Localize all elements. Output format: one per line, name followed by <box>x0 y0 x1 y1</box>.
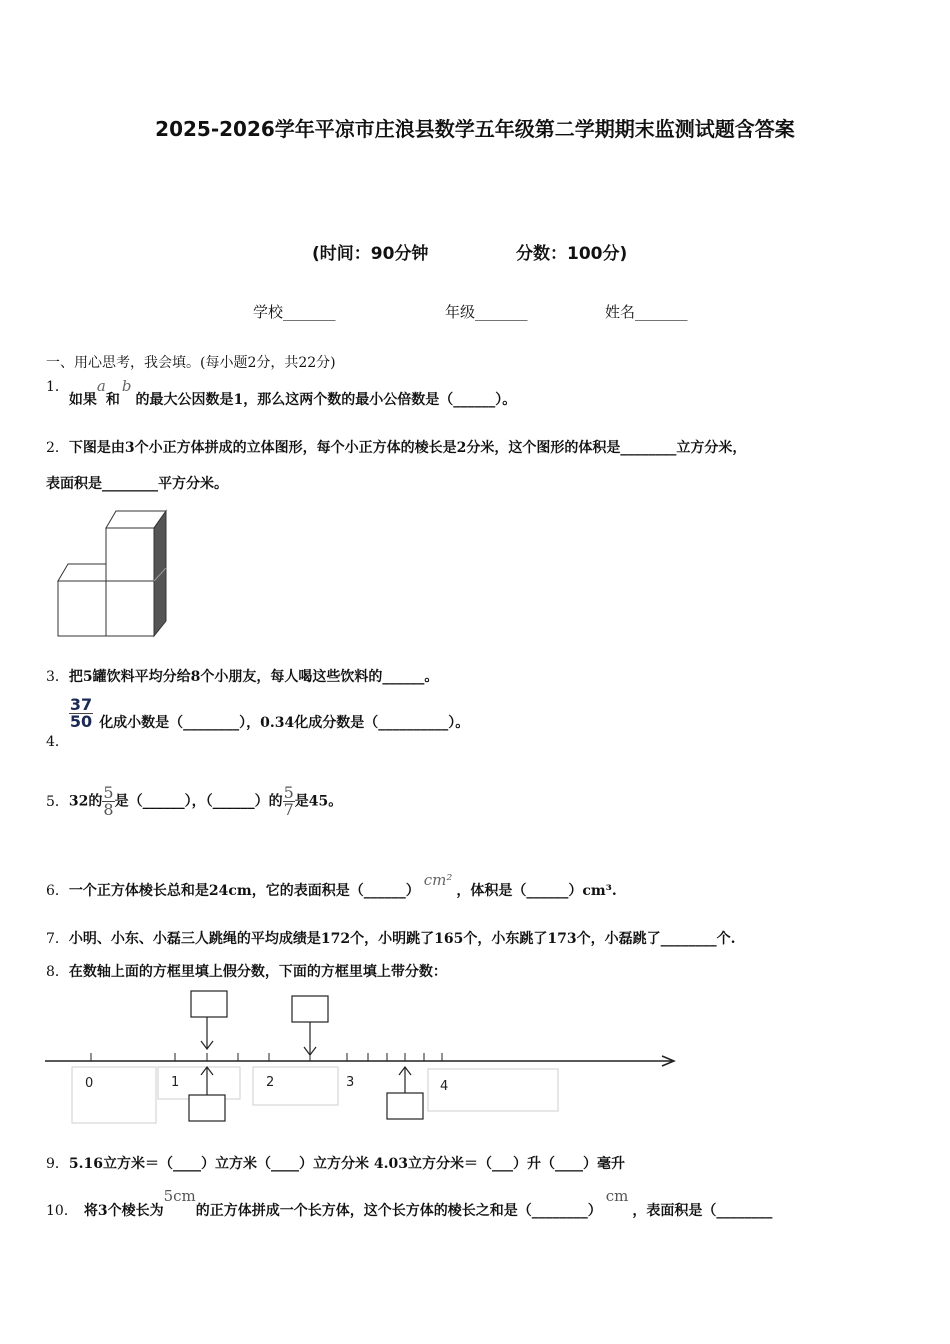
cube-figure <box>50 508 175 640</box>
tick-label-4: 4 <box>440 1079 449 1094</box>
page-title: 2025-2026学年平凉市庄浪县数学五年级第二学期期末监测试题含答案 <box>155 117 795 141</box>
q4-number: 4． <box>46 733 69 750</box>
q10-number: 10． <box>46 1203 78 1219</box>
q4-fraction <box>69 697 93 730</box>
q3-number: 3． <box>46 669 69 685</box>
q8-number: 8． <box>46 964 69 980</box>
q3-text: 把5罐饮料平均分给8个小朋友，每人喝这些饮料的______。 <box>68 669 439 685</box>
tick-label-2: 2 <box>266 1075 275 1090</box>
q1-pre: 如果 <box>68 392 97 408</box>
bottom-box-2 <box>387 1093 423 1119</box>
q7-text: 小明、小东、小磊三人跳绳的平均成绩是172个，小明跳了165个，小东跳了173个，小磊跳了________个. <box>68 931 736 947</box>
q8-text: 在数轴上面的方框里填上假分数，下面的方框里填上带分数： <box>68 964 447 980</box>
q4-frac-numerator: 37 <box>69 695 93 714</box>
question-5 <box>46 785 342 818</box>
cube-left-cap <box>58 564 106 581</box>
q1-number: 1． <box>46 379 69 395</box>
top-box-1 <box>191 991 227 1017</box>
q5-fraction-2 <box>283 785 295 818</box>
name-field: 姓名_______ <box>605 303 688 321</box>
q6-number: 6． <box>46 883 69 899</box>
q2-text: 下图是由3个小正方体拼成的立体图形，每个小正方体的棱长是2分米，这个图形的体积是________立方分米， <box>68 440 747 456</box>
cube-left <box>58 581 106 636</box>
q5-fraction-1 <box>102 785 114 818</box>
q4-text: 化成小数是（________），0.34化成分数是（__________）。 <box>99 714 470 731</box>
question-9 <box>46 1153 625 1173</box>
q5-text-3: 是45。 <box>294 793 343 810</box>
tick-label-3: 3 <box>346 1075 355 1090</box>
q6-text-2: ，体积是（______）cm³. <box>456 883 617 899</box>
section-heading: 一、用心思考，我会填。(每小题2分，共22分) <box>46 355 336 371</box>
q1-and: 和 <box>105 392 120 408</box>
number-line-figure <box>40 985 690 1125</box>
q5-f2-den: 7 <box>283 800 294 819</box>
q1-var-a: a <box>96 377 106 395</box>
cube-top <box>106 528 154 581</box>
question-8 <box>46 961 447 981</box>
q5-f1-num: 5 <box>103 783 114 802</box>
tick-label-1: 1 <box>171 1075 180 1090</box>
question-2-line2: 表面积是________平方分米。 <box>46 476 228 492</box>
q1-var-b: b <box>121 377 132 395</box>
q1-text: 的最大公因数是1，那么这两个数的最小公倍数是（______）。 <box>135 392 517 408</box>
top-box-2 <box>292 996 328 1022</box>
q7-number: 7． <box>46 931 69 947</box>
tick-label-0: 0 <box>85 1076 94 1091</box>
q4-frac-denominator: 50 <box>69 712 93 731</box>
question-2-line1 <box>46 437 746 457</box>
q5-text-1: 32的 <box>68 793 103 810</box>
q10-text-3: ，表面积是（________ <box>632 1203 773 1219</box>
q9-number: 9． <box>46 1156 69 1172</box>
q10-text-1: 将3个棱长为 <box>83 1203 164 1219</box>
q6-text-1: 一个正方体棱长总和是24cm，它的表面积是（______） <box>68 883 420 899</box>
question-4 <box>46 695 470 750</box>
q5-f2-num: 5 <box>283 783 294 802</box>
q2-number: 2． <box>46 440 69 456</box>
q10-unit-1: 5cm <box>163 1187 196 1205</box>
question-7 <box>46 928 735 948</box>
q5-f1-den: 8 <box>103 800 114 819</box>
question-1 <box>46 376 517 408</box>
question-10 <box>46 1186 773 1219</box>
bottom-box-1 <box>189 1095 225 1121</box>
question-3 <box>46 666 438 686</box>
q9-text: 5.16立方米＝（____）立方米（____）立方分米 4.03立方分米＝（___）升（____）毫升 <box>68 1156 625 1172</box>
exam-time: (时间：90分钟 <box>312 244 429 264</box>
cube-right <box>106 581 154 636</box>
cube-side <box>154 511 166 636</box>
q6-unit: cm² <box>423 871 453 889</box>
q10-text-2: 的正方体拼成一个长方体，这个长方体的棱长之和是（________） <box>195 1203 602 1219</box>
school-field: 学校_______ <box>253 303 336 321</box>
q5-number: 5． <box>46 793 69 810</box>
grade-field: 年级_______ <box>445 303 528 321</box>
q5-text-2: 是（______），（______）的 <box>114 793 283 810</box>
question-6 <box>46 871 617 900</box>
q10-unit-2: cm <box>605 1187 629 1205</box>
exam-score: 分数：100分) <box>516 244 628 264</box>
